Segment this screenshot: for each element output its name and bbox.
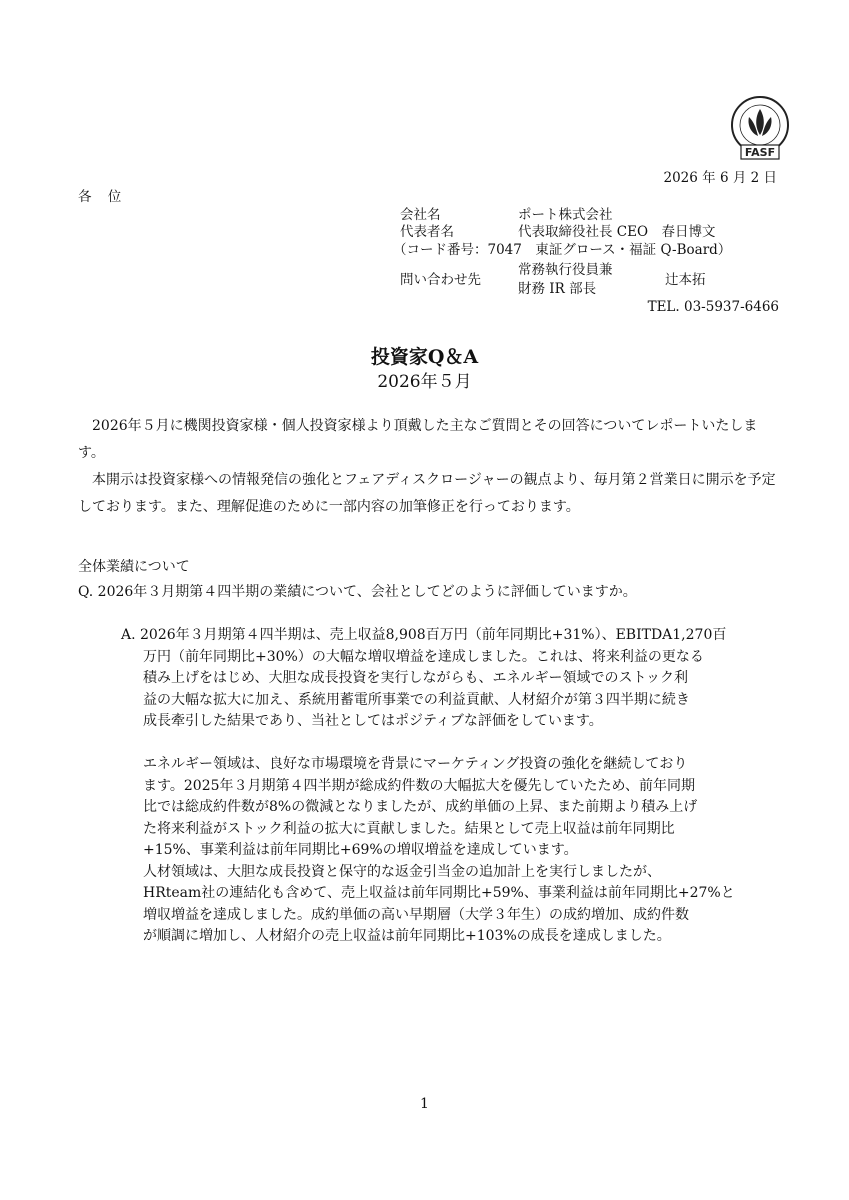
issue-date: 2026 年 6 月 2 日 [663, 170, 777, 186]
energy-line: ます。2025年３月期第４四半期が総成約件数の大幅拡大を優先していたため、前年同期 [143, 777, 695, 794]
hr-line: 増収増益を達成しました。成約単価の高い早期層（大学３年生）の成約増加、成約件数 [143, 906, 689, 923]
hr-line: 人材領域は、大胆な成長投資と保守的な返金引当金の追加計上を実行しましたが、 [143, 863, 661, 880]
page-title: 投資家Q＆A [370, 346, 479, 368]
answer-line: 積み上げをはじめ、大胆な成長投資を実行しながらも、エネルギー領域でのストック利 [143, 670, 689, 686]
answer-line: A. 2026年３月期第４四半期は、売上収益8,908百万円（前年同期比+31%）、EBITDA1,270百 [121, 627, 727, 643]
answer-block [121, 625, 781, 948]
contact-title-1: 常務執行役員兼 [518, 262, 613, 278]
representative-label: 代表者名 [400, 224, 454, 240]
page-subtitle: 2026年５月 [377, 372, 472, 392]
energy-line: エネルギー領域は、良好な市場環境を背景にマーケティング投資の強化を継続しており [143, 756, 688, 772]
fasf-logo [727, 95, 793, 167]
answer-line: 万円（前年同期比+30%）の大幅な増収増益を達成しました。これは、将来利益の更なる [143, 648, 704, 665]
question-text: Q. 2026年３月期第４四半期の業績について、会社としてどのように評価していますか。 [78, 584, 637, 600]
hr-line: が順調に増加し、人材紹介の売上収益は前年同期比+103%の成長を達成しました。 [143, 928, 671, 944]
company-name-label: 会社名 [400, 207, 441, 223]
company-name-value: ポート株式会社 [518, 207, 613, 223]
answer-line: 成長牽引した結果であり、当社としてはポジティブな評価をしています。 [143, 713, 603, 729]
fasf-emblem-icon [727, 95, 793, 167]
contact-title-2: 財務 IR 部長 [518, 281, 597, 297]
logo-brand-text: FASF [744, 146, 776, 159]
addressee: 各 位 [78, 189, 128, 205]
contact-label: 問い合わせ先 [400, 272, 481, 288]
contact-name: 辻本拓 [665, 272, 706, 288]
intro-paragraph-1: 2026年５月に機関投資家様・個人投資家様より頂戴した主なご質問とその回答についてレポートいたします。 [78, 418, 758, 461]
answer-line: 益の大幅な拡大に加え、系統用蓄電所事業での利益貢献、人材紹介が第３四半期に続き [143, 691, 690, 708]
energy-line: た将来利益がストック利益の拡大に貢献しました。結果として売上収益は前年同期比 [143, 820, 675, 837]
stock-code-line: （コード番号：7047 東証グロース・福証 Q-Board） [393, 242, 732, 258]
telephone: TEL. 03-5937-6466 [647, 299, 779, 315]
intro-text [78, 413, 778, 521]
page-number: 1 [420, 1096, 429, 1112]
section-heading: 全体業績について [78, 559, 190, 575]
energy-line: +15%、事業利益は前年同期比+69%の増収増益を達成しています。 [143, 842, 578, 858]
intro-paragraph-2: 本開示は投資家様への情報発信の強化とフェアディスクロージャーの観点より、毎月第２営業日に開示を予定しております。また、理解促進のために一部内容の加筆修正を行っております。 [78, 472, 776, 515]
energy-line: 比では総成約件数が8%の微減となりましたが、成約単価の上昇、また前期より積み上げ [143, 799, 698, 815]
representative-value: 代表取締役社長 CEO 春日博文 [518, 224, 716, 240]
hr-line: HRteam社の連結化も含めて、売上収益は前年同期比+59%、事業利益は前年同期比+27%と [143, 885, 735, 901]
